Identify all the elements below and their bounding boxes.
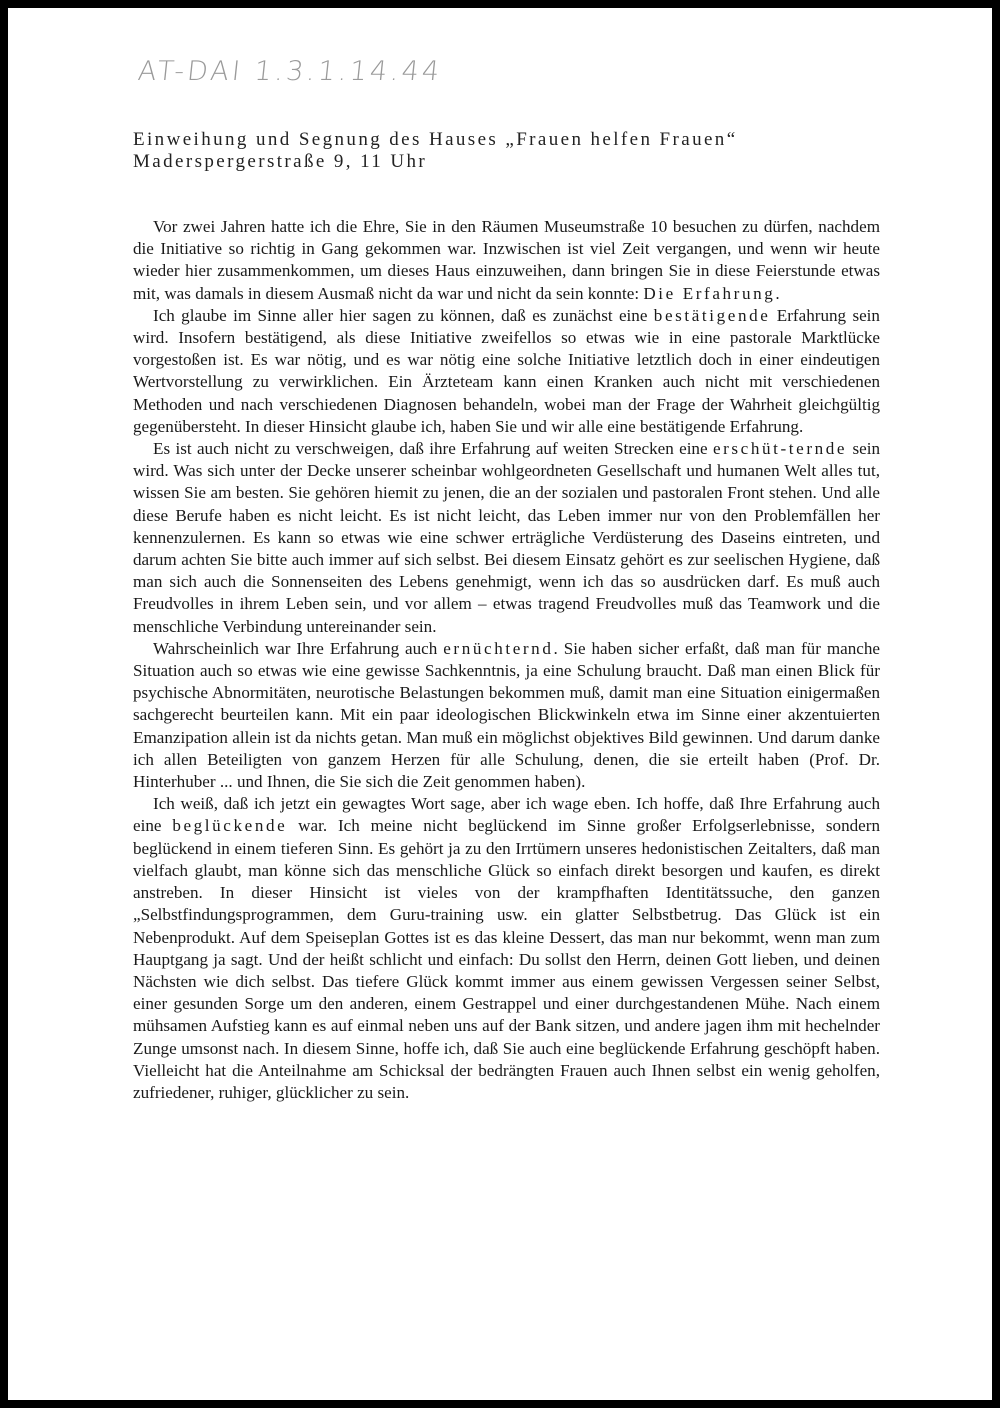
paragraph: [133, 793, 880, 1104]
paragraph-text: Ich weiß, daß ich jetzt ein gewagtes Wort sage, aber ich wage eben. Ich hoffe, daß Ihre Erfahrung auch eine: [133, 794, 880, 836]
archive-reference-handwritten: AT-DAI 1.3.1.14.44: [136, 56, 444, 87]
paragraph-text: war. Ich meine nicht beglückend im Sinne großer Erfolgserlebnisse, sondern beglückend in einem tieferen Sinn. Es gehört ja zu den Irrtümern unseres hedonistischen Zeitalters, daß man vielfach glaubt, man könne sich das menschliche Glück so einfach direkt besorgen und kaufen, es direkt anstreben. In dieser Hinsicht ist vieles von der krampfhaften Identitätssuche, den ganzen „Selbstfindungsprogrammen, dem Guru-training usw. ein glatter Selbstbetrug. Das Glück ist ein Nebenprodukt. Auf dem Speiseplan Gottes ist es das kleine Dessert, das man nur bekommt, wenn man zum Hauptgang ja sagt. Und der heißt schlicht und einfach: Du sollst den Herrn, deinen Gott lieben, und deinen Nächsten wie dich selbst. Das tiefere Glück kommt immer aus einem gewissen Vergessen seiner Selbst, einer gesunden Sorge um den anderen, einem Gestrappel und einer durchgestandenen Mühe. Nach einem mühsamen Aufstieg kann es auf einmal neben uns auf der Bank sitzen, und andere jagen ihm mit hechelnder Zunge umsonst nach. In diesem Sinne, hoffe ich, daß Sie auch eine beglückende Erfahrung geschöpft haben. Vielleicht hat die Anteilnahme am Schicksal der bedrängten Frauen auch Ihnen selbst ein wenig geholfen, zufriedener, ruhiger, glücklicher zu sein.: [133, 816, 880, 1102]
paragraph: [133, 438, 880, 638]
paragraph-text: Es ist auch nicht zu verschweigen, daß ihre Erfahrung auf weiten Strecken eine: [153, 439, 713, 459]
title-line-2: Maderspergerstraße 9, 11 Uhr: [133, 151, 428, 172]
paragraph-text: Vor zwei Jahren hatte ich die Ehre, Sie in den Räumen Museumstraße 10 besuchen zu dürfen, nachdem die Initiative so richtig in Gang gekommen war. Inzwischen ist viel Zeit vergangen, und wenn wir heute wieder hier zusammenkommen, um dieses Haus einzuweihen, dann bringen Sie in diese Feierstunde etwas mit, was damals in diesem Ausmaß nicht da war und nicht da sein konnte:: [133, 217, 880, 303]
paragraph: [133, 216, 880, 305]
paragraph-text: . Sie haben sicher erfaßt, daß man für manche Situation auch so etwas wie eine gewisse Sachkenntnis, ja eine Schulung braucht. Daß man einen Blick für psychische Abnormitäten, neurotische Belastungen bekommen muß, damit man eine Situation einigermaßen sachgerecht beurteilen kann. Mit ein paar ideologischen Blickwinkeln etwa im Sinne einer akzentuierten Emanzipation allein ist da nichts getan. Man muß ein möglichst objektives Bild gewinnen. Und darum danke ich allen Beteiligten von ganzem Herzen für alle Schulung, denen, die sie erteilt haben (Prof. Dr. Hinterhuber ... und Ihnen, die Sie sich die Zeit genommen haben).: [133, 638, 880, 792]
title-line-1: Einweihung und Segnung des Hauses „Frauen helfen Frauen“: [133, 129, 738, 150]
paragraph: [133, 305, 880, 438]
document-title: [133, 129, 738, 173]
emphasized-term: ernüchternd: [443, 638, 554, 658]
paragraph-text: .: [775, 283, 780, 303]
paragraph-text: Erfahrung sein wird. Insofern bestätigend, als diese Initiative zweifellos so etwas wie in eine pastorale Marktlücke vorgestoßen ist. Es war nötig, und es war nötig eine solche Initiative letztlich doch in einer eindeutigen Wertvorstellung zu verwirklichen. Ein Ärzteteam kann einen Kranken auch nicht mit verschiedenen Methoden und nach verschiedenen Diagnosen behandeln, wobei man der Frage der Wahrheit gleichgültig gegenübersteht. In dieser Hinsicht glaube ich, haben Sie und wir alle eine bestätigende Erfahrung.: [133, 305, 880, 436]
emphasized-term: beglückende: [172, 816, 288, 836]
paragraph-text: Ich glaube im Sinne aller hier sagen zu können, daß es zunächst eine: [153, 305, 654, 325]
emphasized-term: bestätigende: [653, 305, 771, 325]
emphasized-term: Die Erfahrung: [643, 283, 776, 303]
paragraph: [133, 638, 880, 793]
paragraph-text: Wahrscheinlich war Ihre Erfahrung auch: [153, 638, 444, 658]
emphasized-term: erschüt-ternde: [712, 439, 848, 459]
document-page: [8, 8, 992, 1400]
paragraph-text: sein wird. Was sich unter der Decke unserer scheinbar wohlgeordneten Gesellschaft und humanen Welt alles tut, wissen Sie am besten. Sie gehören hiemit zu jenen, die an der sozialen und pastoralen Front stehen. Und alle diese Berufe haben es nicht leicht. Es ist nicht leicht, das Leben immer nur von den Problemfällen her kennenzulernen. Es kann so etwas wie eine schwer erträgliche Verdüsterung des Daseins eintreten, und darum achten Sie bitte auch immer auf sich selbst. Bei diesem Einsatz gehört es zur seelischen Hygiene, daß man sich auch die Sonnenseiten des Lebens genehmigt, wenn ich das so ausdrücken darf. Es muß auch Freudvolles in ihrem Leben sein, und vor allem – etwas tragend Freudvolles muß das Teamwork und die menschliche Verbindung untereinander sein.: [133, 439, 881, 636]
speech-body: [133, 216, 880, 1104]
